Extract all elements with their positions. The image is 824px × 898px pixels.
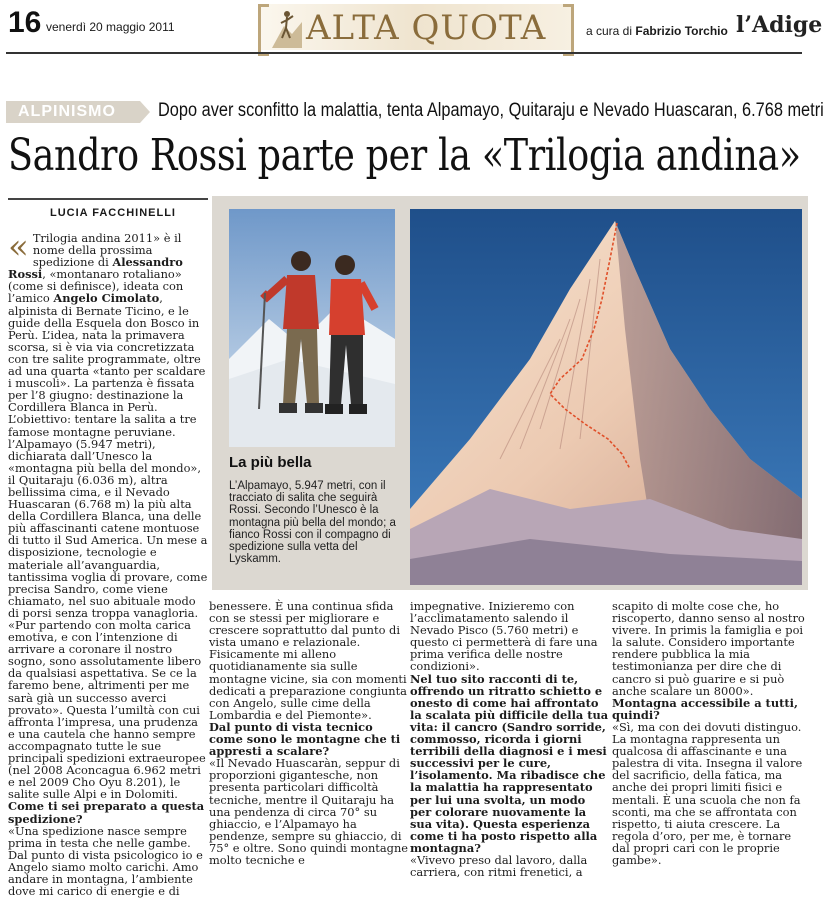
text-run: , alpinista di Bernate Ticino, e le guide della Esquela don Bosco in Perù. L’idea, nata la primavera scorsa, si è via via concretizzata con tre salite programmate, oltre ad una quarta «tanto per scaldare i muscoli». La partenza è fissata per l’8 giugno: destinazione la Cordillera Blanca in Perù. L’obiettivo: tentare la salita a tre famose montagne peruviane. l’Alpamayo (5.947 metri), dichiarata dall’Unesco la «montagna più bella del mondo», il Quitaraju (6.036 m), altra bellissima cima, e il Nevado Huascaran (6.768 m) la più alta della Cordillera Blanca, una delle più affascinanti catene montuose di tutto il Sud America. Un mese a disposizione, tecnologie e materiale all’avanguardia, tantissima voglia di provare, come precisa Sandro, come viene chiamato, nel suo abituale modo di porsi senza troppa vanagloria. «Pur partendo con molta carica emotiva, e con l’intenzione di arrivare a coronare il nostro sogno, sono assolutamente libero da qualsiasi aspettativa. Se ce la faremo bene, altrimenti per me sarà già un successo averci provato». Questa l’umiltà con cui affronta l’impresa, una prudenza e una cautela che hanno sempre accompagnato tutte le sue principali spedizioni extraeuropee (nel 2008 Aconcagua 6.962 metri e nel 2009 Cho Oyu 8.201), le salite sulle Alpi e in Dolomiti.	[8, 291, 208, 802]
person-name: Angelo Cimolato	[53, 291, 160, 306]
interview-answer: scapito di molte cose che, ho riscoperto, danno senso al nostro vivere. In primis la famiglia e poi la salute. Considero importante rendere pubblica la mia testimonianza per dire che di cancro si può guarire e si può anche scalare un 8000».	[612, 599, 805, 698]
interview-answer: «Sì, ma con dei dovuti distinguo. La montagna rappresenta un qualcosa di affascinante e una palestra di vita. Insegna il valore del sacrificio, della fatica, ma anche dei propri limiti fisici e mentali. È una scuola che non fa sconti, ma che se affrontata con rispetto, ti aiuta crescere. La regola d’oro, per me, è tornare dal propri cari con le proprie gambe».	[612, 719, 803, 867]
byline: LUCIA FACCHINELLI	[50, 207, 176, 219]
photo-caption: L’Alpamayo, 5.947 metri, con il tracciato di salita che seguirà Rossi. Secondo l’Unesco è la montagna più bella del mondo; a fianco Rossi con il compagno di spedizione sulla vetta del Lyskamm.	[229, 480, 396, 566]
interview-question: Dal punto di vista tecnico come sono le montagne che ti appresti a scalare?	[209, 719, 401, 759]
interview-answer: impegnative. Inizieremo con l’acclimatamento salendo il Nevado Pisco (5.760 metri) e questo ci permetterà di fare una prima verifica delle nostre condizioni».	[410, 599, 598, 674]
article-column-4	[612, 599, 806, 867]
interview-answer: «Vivevo preso dal lavoro, dalla carriera, con ritmi frenetici, a	[410, 852, 588, 880]
drop-quote: «	[8, 227, 29, 267]
interview-question: Come ti sei preparato a questa spedizione?	[8, 799, 205, 826]
page-number: 16	[8, 6, 42, 39]
interview-answer: «Una spedizione nasce sempre prima in testa che nelle gambe. Dal punto di vista psicologico io e Angelo siamo molto carichi. Amo andare in montagna, l’ambiente dove mi carico di energie e di	[8, 823, 203, 898]
interview-answer: benessere. È una continua sfida con se stessi per migliorare e crescere soprattutto dal punto di vista umano e relazionale. Fisicamente mi alleno quotidianamente sia sulle montagne vicine, sia con momenti dedicati a preparazione congiunta con Angelo, sulle cime della Lombardia e del Piemonte».	[209, 599, 407, 722]
interview-question: Nel tuo sito racconti di te, offrendo un ritratto schietto e onesto di come hai affrontato la scalata più difficile della tua vita: il cancro (Sandro sorride, commosso, ricorda i giorni terribili della diagnosi e i mesi successivi per le cure, l’isolamento. Ma ribadisce che la malattia ha rappresentato per lui una svolta, un modo per colorare nuovamente la sua vita). Questa esperienza come ti ha posto rispetto alla montagna?	[410, 671, 609, 855]
article-column-1	[8, 227, 208, 898]
interview-question: Montagna accessibile a tutti, quindi?	[612, 695, 798, 722]
section-banner	[258, 4, 574, 50]
subheadline: Dopo aver sconfitto la malattia, tenta Alpamayo, Quitaraju e Nevado Huascaran, 6.768 metri	[158, 100, 824, 121]
issue-date: venerdì 20 maggio 2011	[46, 20, 175, 34]
banner-bracket-left	[258, 4, 269, 56]
mountain-image	[410, 209, 802, 585]
banner-bracket-right	[563, 4, 574, 56]
photo-box	[212, 196, 808, 590]
curatore-name: Fabrizio Torchio	[635, 24, 728, 38]
kicker-arrow	[140, 101, 150, 123]
climber-icon	[272, 8, 302, 48]
interview-answer: «Il Nevado Huascaràn, seppur di proporzioni gigantesche, non presenta particolari difficoltà tecniche, mentre il Quitaraju ha una pendenza di circa 70° su ghiaccio, e l’Alpamayo ha pendenze, sempre su ghiaccio, di 75° e oltre. Sono quindi montagne molto tecniche e	[209, 756, 409, 867]
section-title: ALTA QUOTA	[306, 8, 547, 48]
curatore-prefix: a cura di	[586, 24, 633, 38]
newspaper-masthead: l’Adige	[736, 12, 823, 38]
article-column-3	[410, 599, 610, 880]
climbers-image	[229, 209, 395, 447]
paragraph	[8, 227, 208, 802]
person-name: Alessandro Rossi	[8, 255, 183, 282]
photo-caption-title: La più bella	[229, 454, 312, 471]
headline: Sandro Rossi parte per la «Trilogia andina»	[8, 130, 801, 181]
climbers-photo	[229, 209, 395, 447]
article-column-2	[209, 599, 409, 867]
byline-rule	[8, 198, 208, 200]
curatore	[586, 24, 728, 38]
alpamayo-photo	[410, 209, 802, 585]
text-run: , «montanaro rotaliano» (come si definisce), ideata con l’amico	[8, 267, 184, 306]
text-run: Trilogia andina 2011» è il nome della prossima spedizione di	[32, 231, 182, 270]
header-rule	[6, 52, 802, 54]
kicker-label: ALPINISMO	[6, 101, 140, 123]
